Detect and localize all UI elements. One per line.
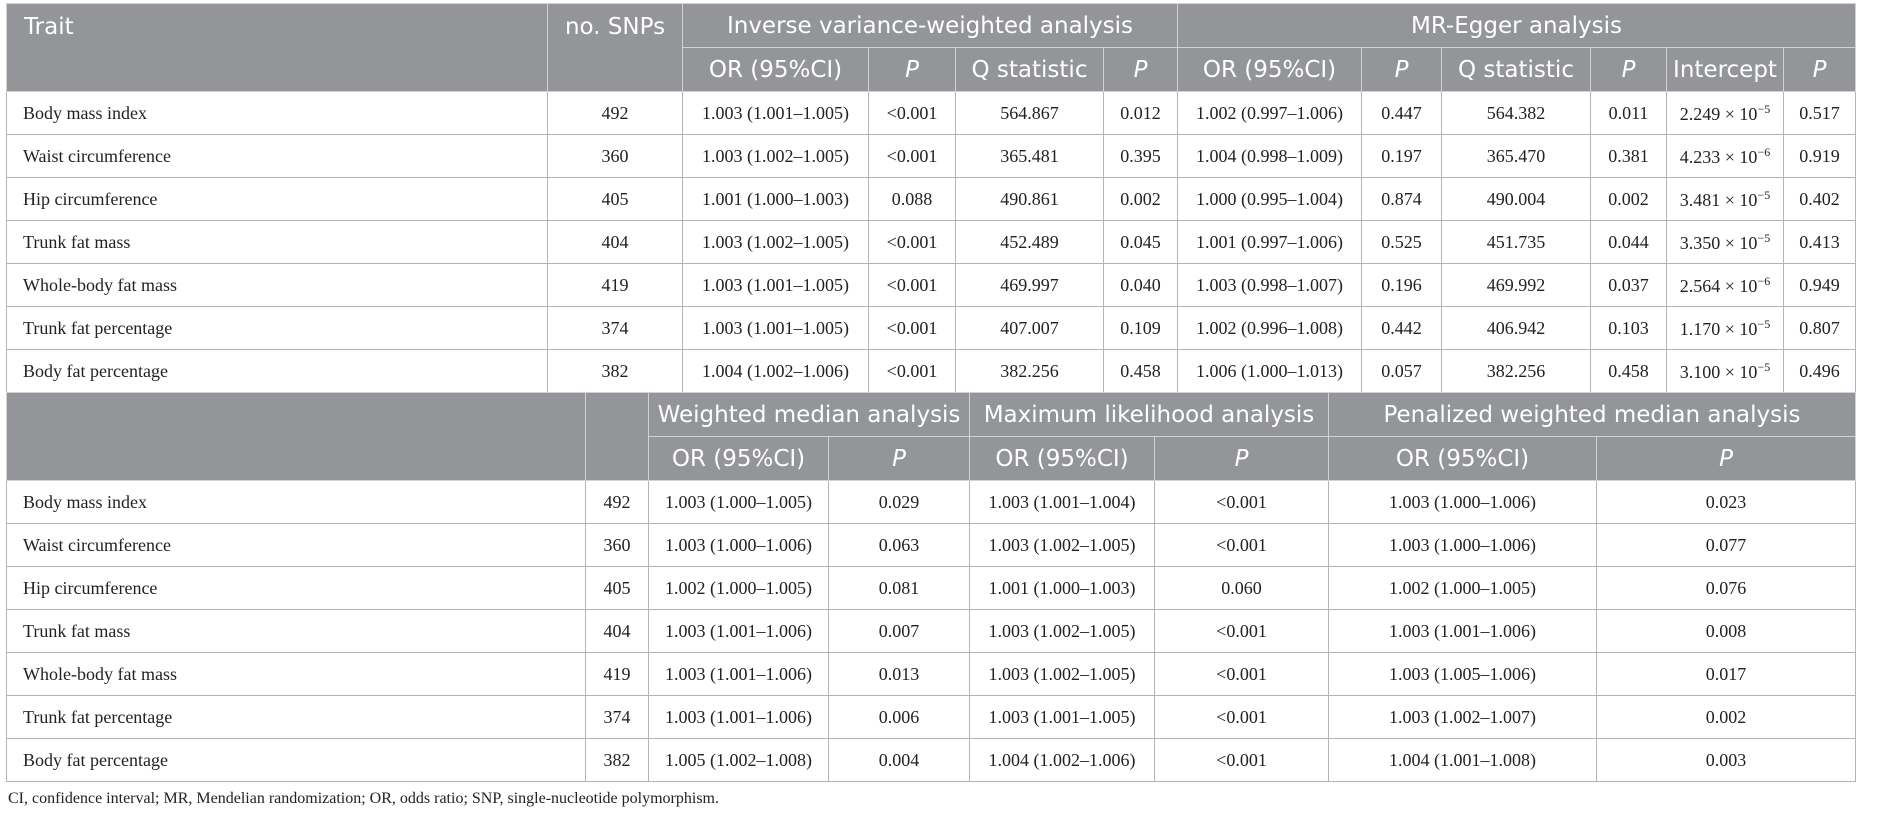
intercept-base: 4.233 × 10 [1679,146,1758,167]
intercept-base: 2.249 × 10 [1679,103,1758,124]
egger-q-header: Q statistic [1442,48,1591,92]
intercept-cell [1667,307,1784,350]
bottom-results-table [6,392,1856,782]
snps-cell: 405 [548,178,683,221]
ivw-or-cell: 1.003 (1.001–1.005) [683,307,869,350]
intercept-exponent: −5 [1757,230,1771,245]
egger-q-cell: 490.004 [1442,178,1591,221]
ivw-or-cell: 1.004 (1.002–1.006) [683,350,869,393]
ivw-q-cell: 382.256 [956,350,1104,393]
table-row [7,350,1856,393]
snps-cell: 405 [586,567,649,610]
snps-cell: 374 [586,696,649,739]
wm-p-cell: 0.013 [829,653,970,696]
trait-cell: Hip circumference [7,567,586,610]
snps-cell: 382 [548,350,683,393]
pwm-p-header: P [1597,437,1856,481]
egger-qp-cell: 0.037 [1591,264,1667,307]
egger-qp-cell: 0.011 [1591,92,1667,135]
trait-cell: Whole-body fat mass [7,653,586,696]
ml-or-cell: 1.001 (1.000–1.003) [970,567,1155,610]
table-row [7,524,1856,567]
ivw-p-header: P [869,48,956,92]
table-row [7,178,1856,221]
egger-qp-header: P [1591,48,1667,92]
pwm-p-cell: 0.003 [1597,739,1856,782]
ml-or-header: OR (95%CI) [970,437,1155,481]
intercept-p-cell: 0.807 [1784,307,1856,350]
snps-cell: 492 [586,481,649,524]
wm-p-cell: 0.029 [829,481,970,524]
snps-cell: 492 [548,92,683,135]
pwm-or-cell: 1.003 (1.000–1.006) [1329,524,1597,567]
ml-p-cell: <0.001 [1155,696,1329,739]
intercept-base: 3.481 × 10 [1679,189,1758,210]
egger-qp-cell: 0.044 [1591,221,1667,264]
intercept-p-cell: 0.496 [1784,350,1856,393]
ivw-qp-cell: 0.012 [1104,92,1178,135]
ml-or-cell: 1.003 (1.001–1.004) [970,481,1155,524]
pwm-or-cell: 1.003 (1.002–1.007) [1329,696,1597,739]
trait-cell: Hip circumference [7,178,548,221]
egger-or-cell: 1.002 (0.997–1.006) [1178,92,1362,135]
ivw-q-cell: 564.867 [956,92,1104,135]
pwm-header: Penalized weighted median analysis [1329,393,1856,437]
intercept-cell [1667,350,1784,393]
snps-cell: 419 [548,264,683,307]
egger-p-cell: 0.442 [1362,307,1442,350]
pwm-or-cell: 1.004 (1.001–1.008) [1329,739,1597,782]
ml-p-cell: <0.001 [1155,739,1329,782]
trait-cell: Trunk fat percentage [7,696,586,739]
intercept-base: 3.100 × 10 [1679,361,1758,382]
snps-cell: 374 [548,307,683,350]
egger-qp-cell: 0.381 [1591,135,1667,178]
ivw-q-cell: 490.861 [956,178,1104,221]
ivw-or-cell: 1.001 (1.000–1.003) [683,178,869,221]
ivw-qp-cell: 0.002 [1104,178,1178,221]
ivw-p-cell: <0.001 [869,92,956,135]
wm-or-cell: 1.003 (1.001–1.006) [649,653,829,696]
table-row [7,739,1856,782]
intercept-p-cell: 0.413 [1784,221,1856,264]
wm-p-header: P [829,437,970,481]
egger-q-cell: 365.470 [1442,135,1591,178]
trait-cell: Trunk fat percentage [7,307,548,350]
egger-or-cell: 1.001 (0.997–1.006) [1178,221,1362,264]
intercept-cell [1667,92,1784,135]
pwm-or-cell: 1.003 (1.001–1.006) [1329,610,1597,653]
pwm-p-cell: 0.076 [1597,567,1856,610]
intercept-exponent: −5 [1757,101,1771,116]
intercept-exponent: −6 [1757,273,1771,288]
egger-p-cell: 0.057 [1362,350,1442,393]
wm-p-cell: 0.004 [829,739,970,782]
egger-p-cell: 0.525 [1362,221,1442,264]
ml-or-cell: 1.004 (1.002–1.006) [970,739,1155,782]
ivw-p-cell: <0.001 [869,264,956,307]
ivw-q-cell: 452.489 [956,221,1104,264]
ivw-p-cell: <0.001 [869,350,956,393]
pwm-or-cell: 1.003 (1.005–1.006) [1329,653,1597,696]
trait-header: Trait [7,4,548,92]
wm-p-cell: 0.081 [829,567,970,610]
egger-header: MR-Egger analysis [1178,4,1856,48]
bottom-snps-header [586,393,649,481]
ivw-header: Inverse variance-weighted analysis [683,4,1178,48]
egger-p-cell: 0.197 [1362,135,1442,178]
egger-q-cell: 406.942 [1442,307,1591,350]
egger-or-cell: 1.006 (1.000–1.013) [1178,350,1362,393]
pwm-p-cell: 0.008 [1597,610,1856,653]
ml-header: Maximum likelihood analysis [970,393,1329,437]
wm-p-cell: 0.063 [829,524,970,567]
intercept-base: 1.170 × 10 [1679,318,1758,339]
wm-or-cell: 1.005 (1.002–1.008) [649,739,829,782]
intercept-base: 2.564 × 10 [1679,275,1758,296]
ml-p-cell: <0.001 [1155,610,1329,653]
trait-cell: Body mass index [7,481,586,524]
table-row [7,307,1856,350]
ivw-qp-cell: 0.458 [1104,350,1178,393]
ivw-p-cell: <0.001 [869,307,956,350]
pwm-p-cell: 0.023 [1597,481,1856,524]
intercept-exponent: −5 [1757,359,1771,374]
pwm-p-cell: 0.077 [1597,524,1856,567]
intercept-p-cell: 0.949 [1784,264,1856,307]
wm-or-header: OR (95%CI) [649,437,829,481]
bottom-trait-header [7,393,586,481]
snps-cell: 419 [586,653,649,696]
ml-or-cell: 1.003 (1.002–1.005) [970,610,1155,653]
trait-cell: Whole-body fat mass [7,264,548,307]
intercept-cell [1667,135,1784,178]
ivw-qp-cell: 0.109 [1104,307,1178,350]
ivw-or-cell: 1.003 (1.001–1.005) [683,92,869,135]
trait-cell: Body fat percentage [7,350,548,393]
wm-p-cell: 0.007 [829,610,970,653]
intercept-cell [1667,264,1784,307]
egger-q-cell: 469.992 [1442,264,1591,307]
trait-cell: Trunk fat mass [7,610,586,653]
intercept-exponent: −5 [1757,187,1771,202]
egger-qp-cell: 0.458 [1591,350,1667,393]
snps-cell: 404 [586,610,649,653]
wm-p-cell: 0.006 [829,696,970,739]
intercept-exponent: −5 [1757,316,1771,331]
ivw-or-cell: 1.003 (1.002–1.005) [683,135,869,178]
ivw-q-cell: 469.997 [956,264,1104,307]
bottom-header-row-1 [7,393,1856,437]
top-results-table [6,3,1856,393]
ivw-or-header: OR (95%CI) [683,48,869,92]
trait-cell: Body fat percentage [7,739,586,782]
egger-p-cell: 0.196 [1362,264,1442,307]
ivw-or-cell: 1.003 (1.001–1.005) [683,264,869,307]
egger-p-header: P [1362,48,1442,92]
intercept-p-cell: 0.402 [1784,178,1856,221]
ml-or-cell: 1.003 (1.002–1.005) [970,524,1155,567]
pwm-or-cell: 1.002 (1.000–1.005) [1329,567,1597,610]
trait-cell: Waist circumference [7,524,586,567]
table-row [7,696,1856,739]
top-header-row-1 [7,4,1856,48]
ml-p-cell: 0.060 [1155,567,1329,610]
egger-or-cell: 1.003 (0.998–1.007) [1178,264,1362,307]
intercept-p-cell: 0.919 [1784,135,1856,178]
snps-cell: 404 [548,221,683,264]
pwm-p-cell: 0.002 [1597,696,1856,739]
ml-p-cell: <0.001 [1155,524,1329,567]
ml-or-cell: 1.003 (1.001–1.005) [970,696,1155,739]
table-row [7,92,1856,135]
table-row [7,135,1856,178]
snps-cell: 360 [586,524,649,567]
egger-q-cell: 382.256 [1442,350,1591,393]
wm-or-cell: 1.003 (1.000–1.006) [649,524,829,567]
trait-cell: Waist circumference [7,135,548,178]
ivw-q-header: Q statistic [956,48,1104,92]
ivw-q-cell: 407.007 [956,307,1104,350]
wm-header: Weighted median analysis [649,393,970,437]
intercept-header: Intercept [1667,48,1784,92]
ml-p-cell: <0.001 [1155,481,1329,524]
table-row [7,610,1856,653]
trait-cell: Body mass index [7,92,548,135]
table-footnote: CI, confidence interval; MR, Mendelian randomization; OR, odds ratio; SNP, single-nucleotide polymorphism. [8,790,719,807]
wm-or-cell: 1.003 (1.000–1.005) [649,481,829,524]
egger-or-header: OR (95%CI) [1178,48,1362,92]
ivw-qp-cell: 0.395 [1104,135,1178,178]
egger-p-cell: 0.447 [1362,92,1442,135]
egger-qp-cell: 0.002 [1591,178,1667,221]
pwm-or-header: OR (95%CI) [1329,437,1597,481]
egger-q-cell: 451.735 [1442,221,1591,264]
trait-cell: Trunk fat mass [7,221,548,264]
intercept-p-header: P [1784,48,1856,92]
ivw-p-cell: <0.001 [869,221,956,264]
egger-p-cell: 0.874 [1362,178,1442,221]
snps-cell: 382 [586,739,649,782]
ml-p-header: P [1155,437,1329,481]
egger-or-cell: 1.000 (0.995–1.004) [1178,178,1362,221]
ivw-p-cell: 0.088 [869,178,956,221]
table-row [7,653,1856,696]
intercept-cell [1667,221,1784,264]
ml-p-cell: <0.001 [1155,653,1329,696]
ivw-or-cell: 1.003 (1.002–1.005) [683,221,869,264]
egger-or-cell: 1.004 (0.998–1.009) [1178,135,1362,178]
table-row [7,567,1856,610]
wm-or-cell: 1.003 (1.001–1.006) [649,696,829,739]
pwm-p-cell: 0.017 [1597,653,1856,696]
pwm-or-cell: 1.003 (1.000–1.006) [1329,481,1597,524]
wm-or-cell: 1.003 (1.001–1.006) [649,610,829,653]
ml-or-cell: 1.003 (1.002–1.005) [970,653,1155,696]
egger-qp-cell: 0.103 [1591,307,1667,350]
ivw-p-cell: <0.001 [869,135,956,178]
egger-q-cell: 564.382 [1442,92,1591,135]
intercept-base: 3.350 × 10 [1679,232,1758,253]
intercept-exponent: −6 [1757,144,1771,159]
intercept-p-cell: 0.517 [1784,92,1856,135]
ivw-qp-header: P [1104,48,1178,92]
wm-or-cell: 1.002 (1.000–1.005) [649,567,829,610]
table-row [7,481,1856,524]
egger-or-cell: 1.002 (0.996–1.008) [1178,307,1362,350]
table-row [7,264,1856,307]
snps-cell: 360 [548,135,683,178]
snps-header: no. SNPs [548,4,683,92]
ivw-q-cell: 365.481 [956,135,1104,178]
table-row [7,221,1856,264]
ivw-qp-cell: 0.040 [1104,264,1178,307]
intercept-cell [1667,178,1784,221]
ivw-qp-cell: 0.045 [1104,221,1178,264]
